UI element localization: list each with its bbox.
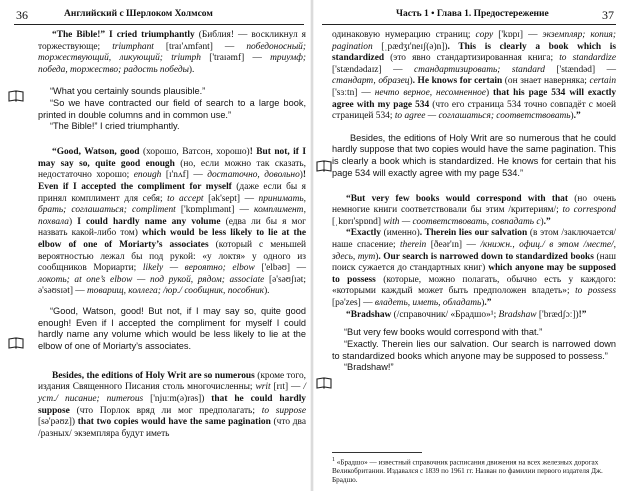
text-run: that two copies would have the same pagination: [77, 417, 271, 428]
text-run: победоносный; торжествующий, ликующий; triumph: [38, 41, 306, 64]
footnote-rule: [332, 452, 422, 453]
text-run: (что его страница 534 точно совпадёт с моей страницей 534;: [332, 99, 616, 122]
text-run: ): [375, 251, 379, 262]
text-run: [ɪ'nʌf] —: [161, 170, 208, 181]
text-run: (/справочник/ «Брадшо»¹;: [391, 309, 499, 320]
english-text-block: [38, 306, 306, 353]
english-text-block: [332, 133, 616, 180]
page-number-right: 37: [602, 8, 614, 22]
text-run: . This is clearly a book which is standardized: [332, 41, 616, 64]
text-run: владеть, иметь, обладать: [374, 297, 482, 308]
text-run: triumphant: [112, 41, 154, 52]
text-run: (что два /разных/ экземпляра будут иметь: [38, 417, 306, 439]
text-run: !”: [578, 309, 587, 320]
text-run: ['brædʃɔː]): [536, 309, 579, 320]
text-run: [pə'zes] —: [332, 297, 375, 308]
text-run: товарищ, коллега; /юр./ сообщник, пособник: [87, 286, 265, 297]
text-run: to correspond: [562, 205, 616, 216]
page-number-left: 36: [16, 8, 28, 22]
text-run: ['sɜːtn] —: [332, 87, 375, 98]
text-run: (в этом /заключается/ наше спасение;: [332, 228, 616, 250]
text-run: . He knows for certain: [412, 76, 503, 87]
text-run: /уст./ писание; numerous: [38, 382, 306, 404]
book-icon: [316, 377, 332, 389]
text-run: ): [485, 87, 494, 98]
text-run: ).: [188, 64, 195, 75]
text-run: ): [68, 216, 78, 227]
text-run: /книжн., офиц./ в этом /месте/, здесь, тут: [332, 239, 616, 262]
commentary-paragraph: [332, 310, 616, 322]
english-text-block: [332, 327, 616, 374]
text-run: likely — вероятно; elbow: [142, 263, 255, 274]
text-run: “Exactly: [346, 228, 381, 239]
text-run: ['njuːm(ə)rəs]): [143, 393, 212, 404]
text-run: (Библия! — воскликнул я торжествующе;: [38, 30, 306, 52]
right-body: [332, 30, 616, 374]
text-run: [ək'sept] —: [203, 193, 259, 204]
text-run: экземпляр; копия; pagination: [332, 30, 616, 52]
text-run: “Bradshaw: [346, 309, 392, 320]
text-run: стандартизировать; standard: [414, 64, 545, 75]
text-run: that he could hardly suppose: [38, 393, 306, 416]
text-run: (это явно стандартизированная книга;: [384, 53, 560, 64]
text-run: .”: [573, 111, 581, 122]
text-run: to accept: [167, 193, 204, 204]
english-line: “The Bible!” I cried triumphantly.: [50, 121, 180, 132]
english-line: “Good, Watson, good! But not, if I may say so, quite good enough! Even if I accepted the compliment for myself I could hardly name any volume which would be less likely to lie at the elbow of one of Moriarty’s associates.: [38, 305, 306, 352]
text-run: .”: [484, 297, 492, 308]
text-run: ['stændəd] —: [544, 64, 616, 75]
english-line: “Exactly. Therein lies our salvation. Our search is narrowed down to standardized books which anyone may be supposed to possess.”: [332, 338, 616, 361]
running-title-right: Часть 1 • Глава 1. Предостережение: [396, 9, 549, 19]
commentary-paragraph: [332, 228, 616, 309]
text-run: (который с меньшей вероятностью лежал бы под рукой: «у локтя» у одного из сообщников Мориарти;: [38, 239, 307, 274]
text-run: ['elbəʊ] —: [254, 263, 306, 274]
english-line: “Bradshaw!”: [344, 362, 394, 373]
text-run: ): [299, 170, 303, 181]
text-run: certain: [589, 76, 617, 87]
text-run: [ðeər'ɪn] —: [426, 239, 481, 250]
text-run: ): [540, 216, 544, 227]
text-run: to agree — соглашаться; соответствовать: [394, 111, 571, 122]
text-run: copy: [475, 30, 494, 40]
right-page-header: [312, 8, 624, 22]
text-run: ['kɒmplɪmənt] —: [175, 205, 255, 216]
text-run: (наш поиск сужается до стандартных книг): [332, 251, 616, 274]
text-run: ! But not, if I may say so, quite good enough: [38, 147, 306, 169]
text-run: [ə'səʊʃɪət; ə'səʊsɪət] —: [38, 274, 306, 297]
commentary-paragraph: [38, 371, 306, 441]
text-run: to standardize: [559, 53, 616, 64]
text-run: локоть; at one’s elbow — под рукой, рядом; associate: [38, 274, 265, 285]
text-run: (что Порлок вряд ли мог предполагать;: [69, 405, 262, 416]
text-run: (именно): [380, 228, 420, 239]
text-run: ['stændədaɪz] —: [332, 64, 414, 75]
text-run: стандарт, образец: [332, 76, 410, 87]
text-run: (которые, можно полагать, обычно есть у каждого: «которыми каждый может быть предположен владеть»;: [332, 274, 617, 297]
text-run: ): [409, 76, 413, 87]
text-run: ['traɪəmf] —: [200, 53, 271, 64]
text-run: to suppose: [261, 405, 306, 416]
english-line: Besides, the editions of Holy Writ are so numerous that he could hardly suppose that two copies would have the same pagination. This is clearly a book which is standardized. He knows for certain that his page 534 will exactly agree with my page 534.”: [332, 132, 616, 178]
text-run: (едва ли бы я мог назвать какой-либо том): [38, 216, 307, 239]
text-run: “But very few books would correspond with that: [346, 193, 568, 204]
footnote-mark: 1: [332, 457, 335, 463]
text-run: (хорошо, Ватсон, хорошо): [139, 147, 250, 158]
header-rule-right: [322, 24, 616, 25]
text-run: [traɪ'ʌmfənt] —: [153, 41, 247, 52]
text-run: writ: [255, 382, 271, 393]
text-run: Bradshaw: [498, 309, 537, 320]
text-run: [sə'pəʊz]): [38, 417, 78, 428]
text-run: (даже если бы я принял комплимент для себя;: [38, 181, 306, 204]
running-title-left: Английский с Шерлоком Холмсом: [64, 9, 213, 19]
commentary-paragraph: [332, 194, 616, 229]
text-run: with — соответствовать, совпадать с: [383, 216, 541, 227]
english-line: “But very few books would correspond with that.”: [344, 327, 543, 338]
header-rule-left: [14, 24, 304, 25]
text-run: Besides, the editions of Holy Writ are so numerous: [52, 370, 255, 381]
text-run: (он знает наверняка;: [502, 76, 590, 87]
text-run: “The Bible!” I cried triumphantly: [52, 30, 195, 40]
text-run: enough: [133, 170, 162, 181]
footnote: [332, 456, 616, 484]
text-run: . Therein lies our salvation: [419, 228, 528, 239]
text-run: that his page 534 will exactly agree with my page 534: [332, 87, 617, 110]
english-text-block: [38, 86, 306, 133]
commentary-paragraph: [332, 30, 616, 123]
text-run: to possess: [575, 286, 617, 297]
english-line: “So we have contracted our field of search to a large book, printed in double columns and in common use.”: [38, 98, 306, 120]
text-run: принимать, брать; соглашаться; compliment: [38, 193, 306, 216]
book-icon: [8, 90, 24, 102]
text-run: “Good, Watson, good: [52, 147, 140, 158]
text-run: одинаковую нумерацию страниц;: [332, 30, 476, 40]
text-run: therein: [400, 239, 427, 250]
text-run: комплимент, похвала: [38, 205, 306, 227]
text-run: триумф; победа, торжество; радость победы: [38, 53, 306, 75]
text-run: which would be less likely to lie at the elbow of one of Moriarty’s associates: [38, 228, 306, 250]
text-run: I could hardly name any volume: [77, 216, 221, 227]
english-line: “What you certainly sounds plausible.”: [50, 86, 206, 97]
footnote-text: «Брадшо» — известный справочник расписания движения на всех железных дорогах Великобритании. Издавался с 1839 по 1961 гг. Назван по фамилии первого издателя Дж. Брадшо.: [332, 458, 603, 484]
text-run: [rɪt] —: [270, 382, 304, 393]
text-run: достаточно, довольно: [207, 170, 300, 181]
text-run: (но, если можно так сказать, недостаточно хорошо;: [38, 158, 306, 181]
text-run: which anyone may be supposed to possess: [332, 263, 616, 285]
book-icon: [316, 160, 332, 172]
text-run: нечто верное, несомненное: [374, 87, 486, 98]
left-body: [38, 30, 306, 440]
commentary-paragraph: [38, 30, 306, 76]
text-run: . Our search is narrowed down to standardized books: [378, 251, 594, 262]
text-run: ): [481, 297, 485, 308]
text-run: .”: [543, 216, 551, 227]
left-page-header: [0, 8, 312, 22]
text-run: ['kɒpɪ] —: [493, 30, 543, 40]
text-run: (но очень немногие книги соответствовали бы этим /критериям/;: [332, 193, 616, 216]
text-run: ).: [264, 286, 270, 297]
text-run: ): [570, 111, 574, 122]
text-run: [ˌkɒrɪ'spɒnd]: [332, 216, 384, 227]
right-page: [312, 0, 624, 491]
text-run: ! Even if I accepted the compliment for myself: [38, 170, 307, 192]
text-run: (кроме того, издания Священного Писания столь многочисленны;: [38, 370, 306, 393]
text-run: [ˌpædʒɪ'neɪʃ(ə)n]): [372, 41, 448, 52]
commentary-paragraph: [38, 147, 306, 298]
book-icon: [8, 337, 24, 349]
